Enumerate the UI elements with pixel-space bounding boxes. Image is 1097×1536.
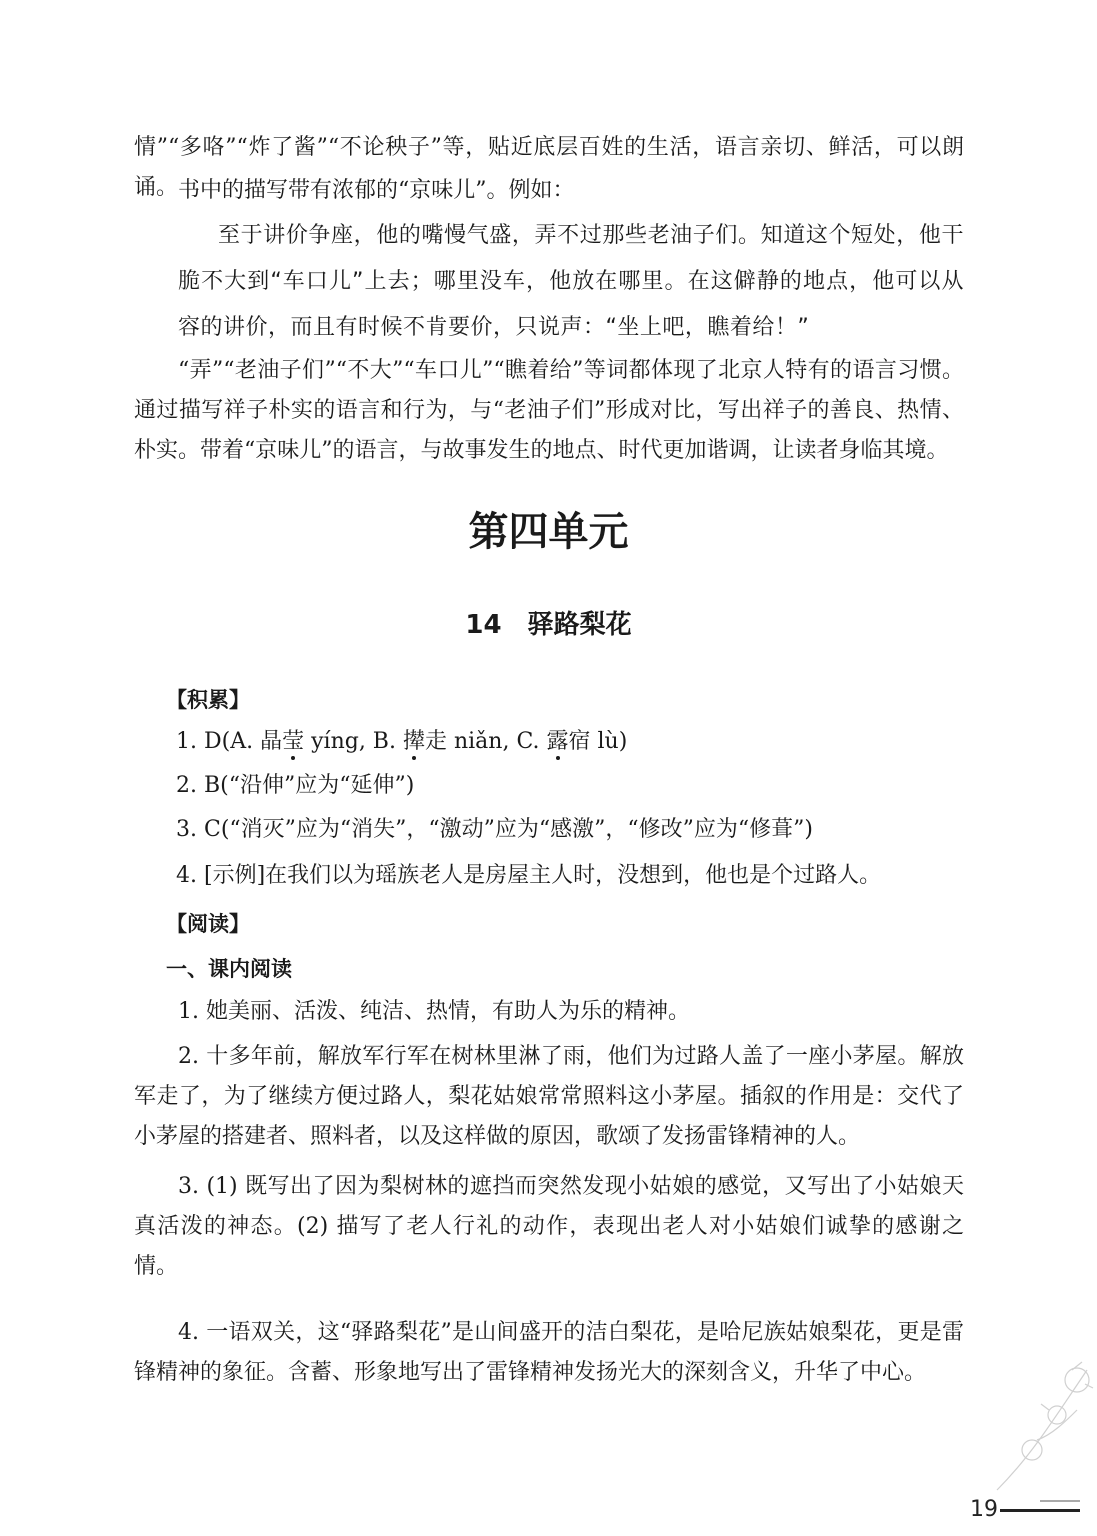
unit-title: 第四单元	[468, 509, 629, 555]
accumulate-item-4: 4. [示例]在我们以为瑶族老人是房屋主人时，没想到，他也是个过路人。	[176, 863, 882, 888]
intro-paragraph-1: 情”“多咯”“炸了酱”“不论秧子”等，贴近底层百姓的生活，语言亲切、鲜活，可以朗诵。	[134, 135, 964, 200]
floral-decoration-icon	[977, 1340, 1097, 1500]
item-text: 走 niǎn, C.	[424, 729, 547, 754]
lesson-title: 14 驿路梨花	[465, 610, 632, 640]
accumulate-item-3: 3. C(“消灭”应为“消失”，“激动”应为“感激”，“修改”应为“修葺”)	[176, 817, 813, 842]
item-text: 1. D(A. 晶	[176, 729, 283, 754]
intro-paragraph-2: 书中的描写带有浓郁的“京味儿”。例如：	[178, 178, 575, 203]
section-heading-accumulate: 【积累】	[166, 688, 250, 712]
reading-answer-1: 1. 她美丽、活泼、纯洁、热情，有助人为乐的精神。	[178, 999, 690, 1024]
reading-answer-3: 3. (1) 既写出了因为梨树林的遮挡而突然发现小姑娘的感觉，又写出了小姑娘天真活泼的神态。(2) 描写了老人行礼的动作，表现出老人对小姑娘们诚挚的感谢之情。	[134, 1174, 964, 1279]
accumulate-item-1	[176, 722, 627, 762]
reading-answer-4: 4. 一语双关，这“驿路梨花”是山间盛开的洁白梨花，是哈尼族姑娘梨花，更是雷锋精神的象征。含蓄、形象地写出了雷锋精神发扬光大的深刻含义，升华了中心。	[134, 1320, 964, 1385]
item-text: yíng, B.	[304, 729, 403, 754]
footer-rule-secondary	[1040, 1500, 1080, 1502]
section-heading-reading: 【阅读】	[166, 912, 250, 936]
quoted-excerpt: 至于讲价争座，他的嘴慢气盛，弄不过那些老油子们。知道这个短处，他干脆不大到“车口儿”上去；哪里没车，他放在哪里。在这僻静的地点，他可以从容的讲价，而且有时候不肯要价，只说声：“坐上吧，瞧着给！”	[178, 223, 964, 340]
emphasized-char: 露	[546, 729, 569, 754]
emphasized-char: 撵	[402, 729, 425, 754]
emphasized-char: 莹	[282, 729, 305, 754]
intro-paragraph-3: “弄”“老油子们”“不大”“车口儿”“瞧着给”等词都体现了北京人特有的语言习惯。通过描写祥子朴实的语言和行为，与“老油子们”形成对比，写出祥子的善良、热情、朴实。带着“京味儿”的语言，与故事发生的地点、时代更加谐调，让读者身临其境。	[134, 358, 964, 463]
footer-rule	[1000, 1509, 1080, 1512]
item-text: 宿 lù)	[568, 729, 628, 754]
sub-heading-in-class-reading: 一、课内阅读	[166, 957, 292, 981]
reading-answer-2: 2. 十多年前，解放军行军在树林里淋了雨，他们为过路人盖了一座小茅屋。解放军走了，为了继续方便过路人，梨花姑娘常常照料这小茅屋。插叙的作用是：交代了小茅屋的搭建者、照料者，以及这样做的原因，歌颂了发扬雷锋精神的人。	[134, 1044, 964, 1149]
accumulate-item-2: 2. B(“沿伸”应为“延伸”)	[176, 773, 415, 798]
page-number: 19	[970, 1497, 998, 1522]
